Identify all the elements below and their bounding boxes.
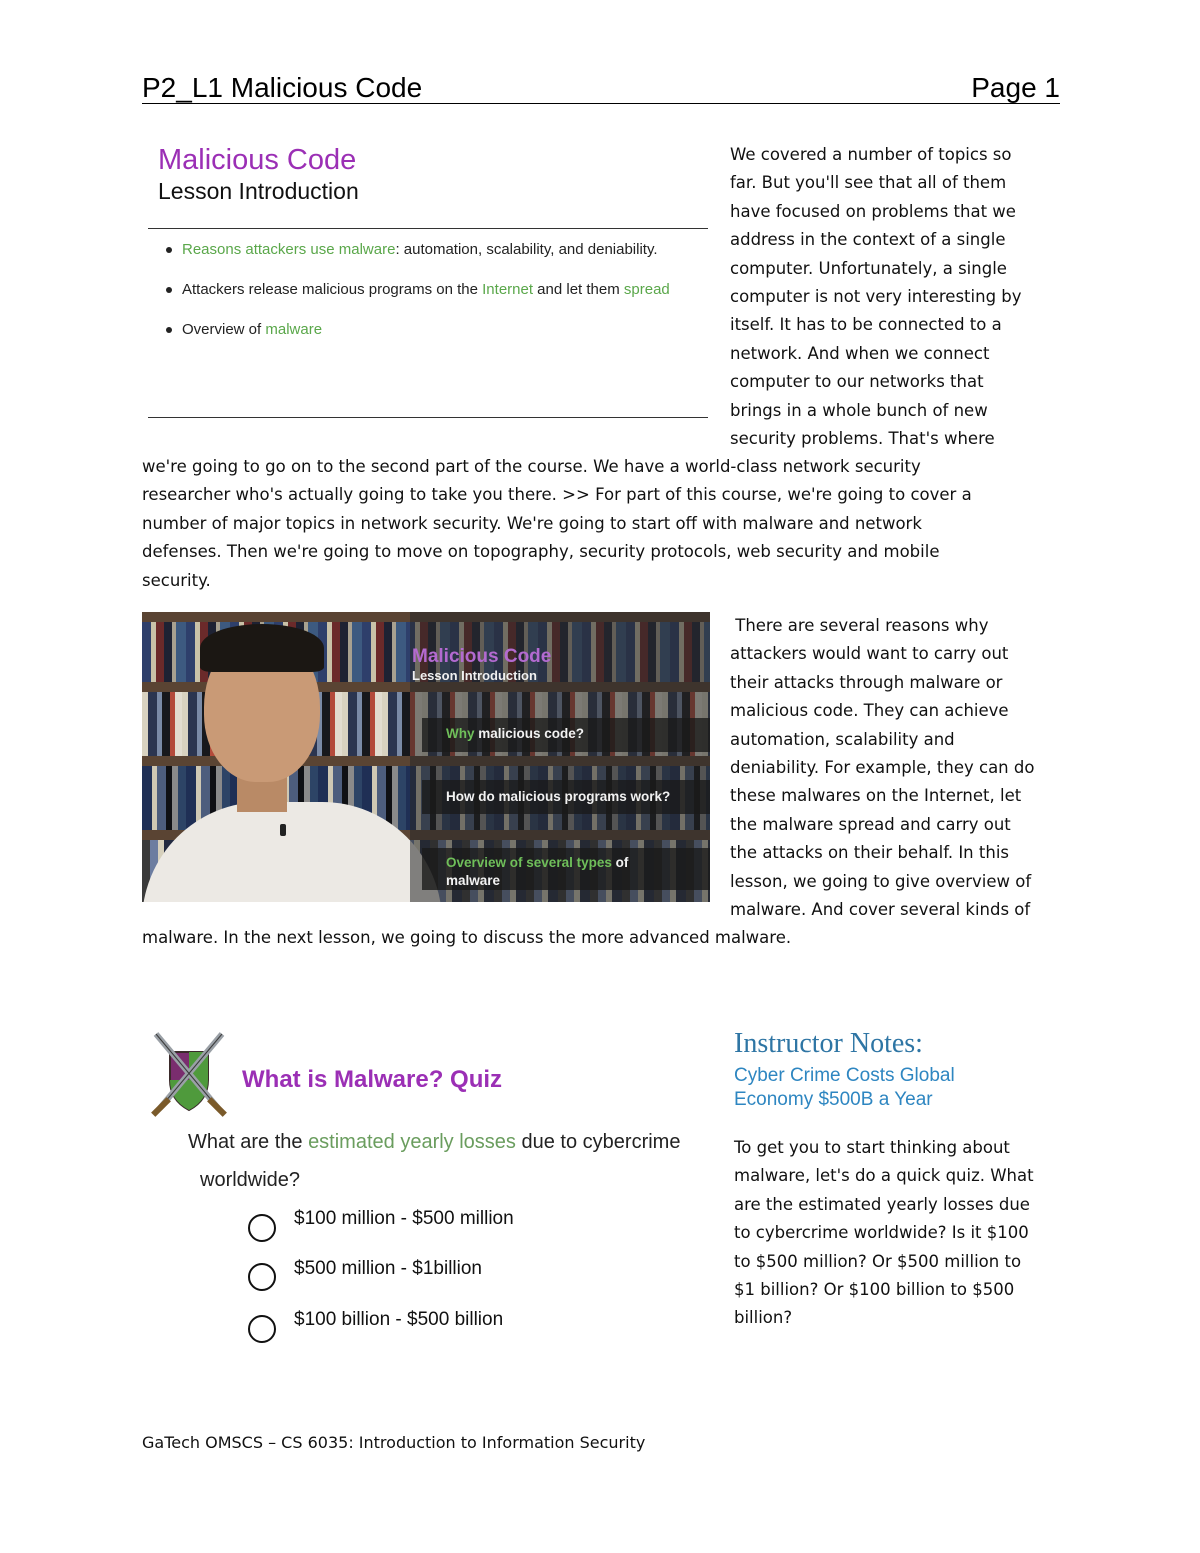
question-text: due to cybercrime [515, 1131, 681, 1153]
video-slide-title: Malicious Code [412, 646, 552, 667]
text-line: itself. It has to be connected to a [730, 315, 1002, 335]
text-line: we're going to go on to the second part of the course. We have a world-class network security [142, 457, 921, 476]
paragraph1-side [730, 141, 1060, 453]
paragraph2-side [730, 612, 1060, 924]
quiz-title: What is Malware? Quiz [242, 1066, 503, 1093]
bullet-highlight: Internet [482, 281, 534, 298]
lapel-microphone [280, 824, 286, 836]
bullet-highlight: Reasons attackers use malware [182, 241, 396, 258]
text-line: $1 billion? Or $100 billion to $500 [734, 1280, 1015, 1300]
text-line: defenses. Then we're going to move on topography, security protocols, web security and mobile [142, 542, 940, 562]
link-line[interactable]: Cyber Crime Costs Global [734, 1065, 955, 1086]
bullet-text: : automation, scalability, and deniability. [395, 241, 658, 258]
text-line: to $500 million? Or $500 million to [734, 1251, 1022, 1271]
slide-bullet [166, 280, 686, 300]
text-line: the attacks on their behalf. In this [730, 843, 1009, 863]
text-line: malware. And cover several kinds of [730, 900, 1031, 920]
header-divider [142, 103, 1060, 104]
lecture-video-frame [142, 612, 710, 902]
quiz-option-radio[interactable] [248, 1214, 276, 1242]
quiz-option-label: $100 billion - $500 billion [294, 1309, 504, 1330]
text-line: security problems. That's where [730, 429, 995, 449]
slide-divider-top [148, 228, 708, 229]
bullet-text: Attackers release malicious programs on the [182, 281, 483, 298]
text-line: deniability. For example, they can do [730, 758, 1035, 778]
quiz-question [188, 1131, 680, 1154]
quiz-option-label: $500 million - $1billion [294, 1258, 482, 1279]
video-slide-item: malware [446, 873, 501, 888]
text-line: To get you to start thinking about [734, 1138, 1010, 1157]
text-line: have focused on problems that we [730, 201, 1016, 221]
text-line: malware. In the next lesson, we going to discuss the more advanced malware. [142, 928, 792, 947]
text-line: these malwares on the Internet, let [730, 786, 1022, 806]
bullet-text: and let them [533, 281, 624, 298]
text-line: billion? [734, 1308, 793, 1328]
instructor-notes-link[interactable] [734, 1064, 1034, 1112]
text-line: are the estimated yearly losses due [734, 1194, 1030, 1214]
bullet-highlight: malware [265, 321, 323, 338]
text-line: We covered a number of topics so [730, 145, 1012, 164]
item-text: of [611, 855, 629, 870]
text-line: malware, let's do a quick quiz. What [734, 1166, 1034, 1186]
crossed-swords-shield-icon [148, 1030, 230, 1120]
text-line: their attacks through malware or [730, 672, 1003, 692]
quiz-question-line2: worldwide? [200, 1169, 301, 1191]
text-line: security. [142, 570, 211, 590]
instructor-notes-heading: Instructor Notes: [734, 1028, 923, 1059]
bullet-text: Overview of [182, 321, 266, 338]
quiz-option-radio[interactable] [248, 1315, 276, 1343]
instructor-notes-text [734, 1134, 1064, 1333]
item-text: malicious code? [474, 726, 585, 741]
video-slide-item [446, 855, 628, 870]
text-line: the malware spread and carry out [730, 814, 1011, 834]
text-line: far. But you'll see that all of them [730, 173, 1007, 193]
bullet-highlight: spread [623, 281, 670, 298]
video-slide-subtitle: Lesson Introduction [412, 668, 537, 683]
link-line[interactable]: Economy $500B a Year [734, 1089, 933, 1110]
slide-bullet [166, 320, 686, 340]
text-line: researcher who's actually going to take you there. >> For part of this course, we're going to cover a [142, 485, 972, 505]
paragraph2-full [142, 924, 1062, 952]
text-line: There are several reasons why [730, 616, 989, 635]
paragraph1-full [142, 453, 1062, 595]
lesson-intro-slide [148, 140, 710, 422]
page-header-title: P2_L1 Malicious Code [142, 72, 423, 103]
text-line: computer to our networks that [730, 372, 984, 392]
text-line: computer is not very interesting by [730, 287, 1022, 307]
page-footer: GaTech OMSCS – CS 6035: Introduction to Information Security [142, 1433, 646, 1452]
text-line: to cybercrime worldwide? Is it $100 [734, 1223, 1029, 1243]
slide-bullet-list [166, 240, 686, 360]
item-highlight: Overview of several types [446, 855, 612, 870]
text-line: malicious code. They can achieve [730, 701, 1009, 721]
item-highlight: Why [446, 726, 475, 741]
slide-divider-bottom [148, 417, 708, 418]
text-line: number of major topics in network security. We're going to start off with malware and network [142, 513, 922, 533]
quiz-option-label: $100 million - $500 million [294, 1208, 514, 1229]
video-slide-item [446, 726, 584, 741]
text-line: attackers would want to carry out [730, 644, 1009, 664]
slide-subtitle: Lesson Introduction [158, 178, 359, 204]
quiz-option-radio[interactable] [248, 1263, 276, 1291]
presenter-hair [200, 624, 324, 672]
slide-bullet [166, 240, 686, 260]
text-line: computer. Unfortunately, a single [730, 258, 1007, 278]
text-line: lesson, we going to give overview of [730, 871, 1032, 891]
text-line: brings in a whole bunch of new [730, 400, 988, 420]
slide-title: Malicious Code [158, 144, 357, 176]
text-line: address in the context of a single [730, 230, 1006, 250]
question-highlight: estimated yearly losses [308, 1131, 516, 1153]
question-text: What are the [188, 1131, 309, 1153]
text-line: automation, scalability and [730, 729, 955, 749]
video-slide-item: How do malicious programs work? [446, 789, 671, 804]
page-number: Page 1 [971, 72, 1060, 103]
text-line: network. And when we connect [730, 343, 990, 363]
